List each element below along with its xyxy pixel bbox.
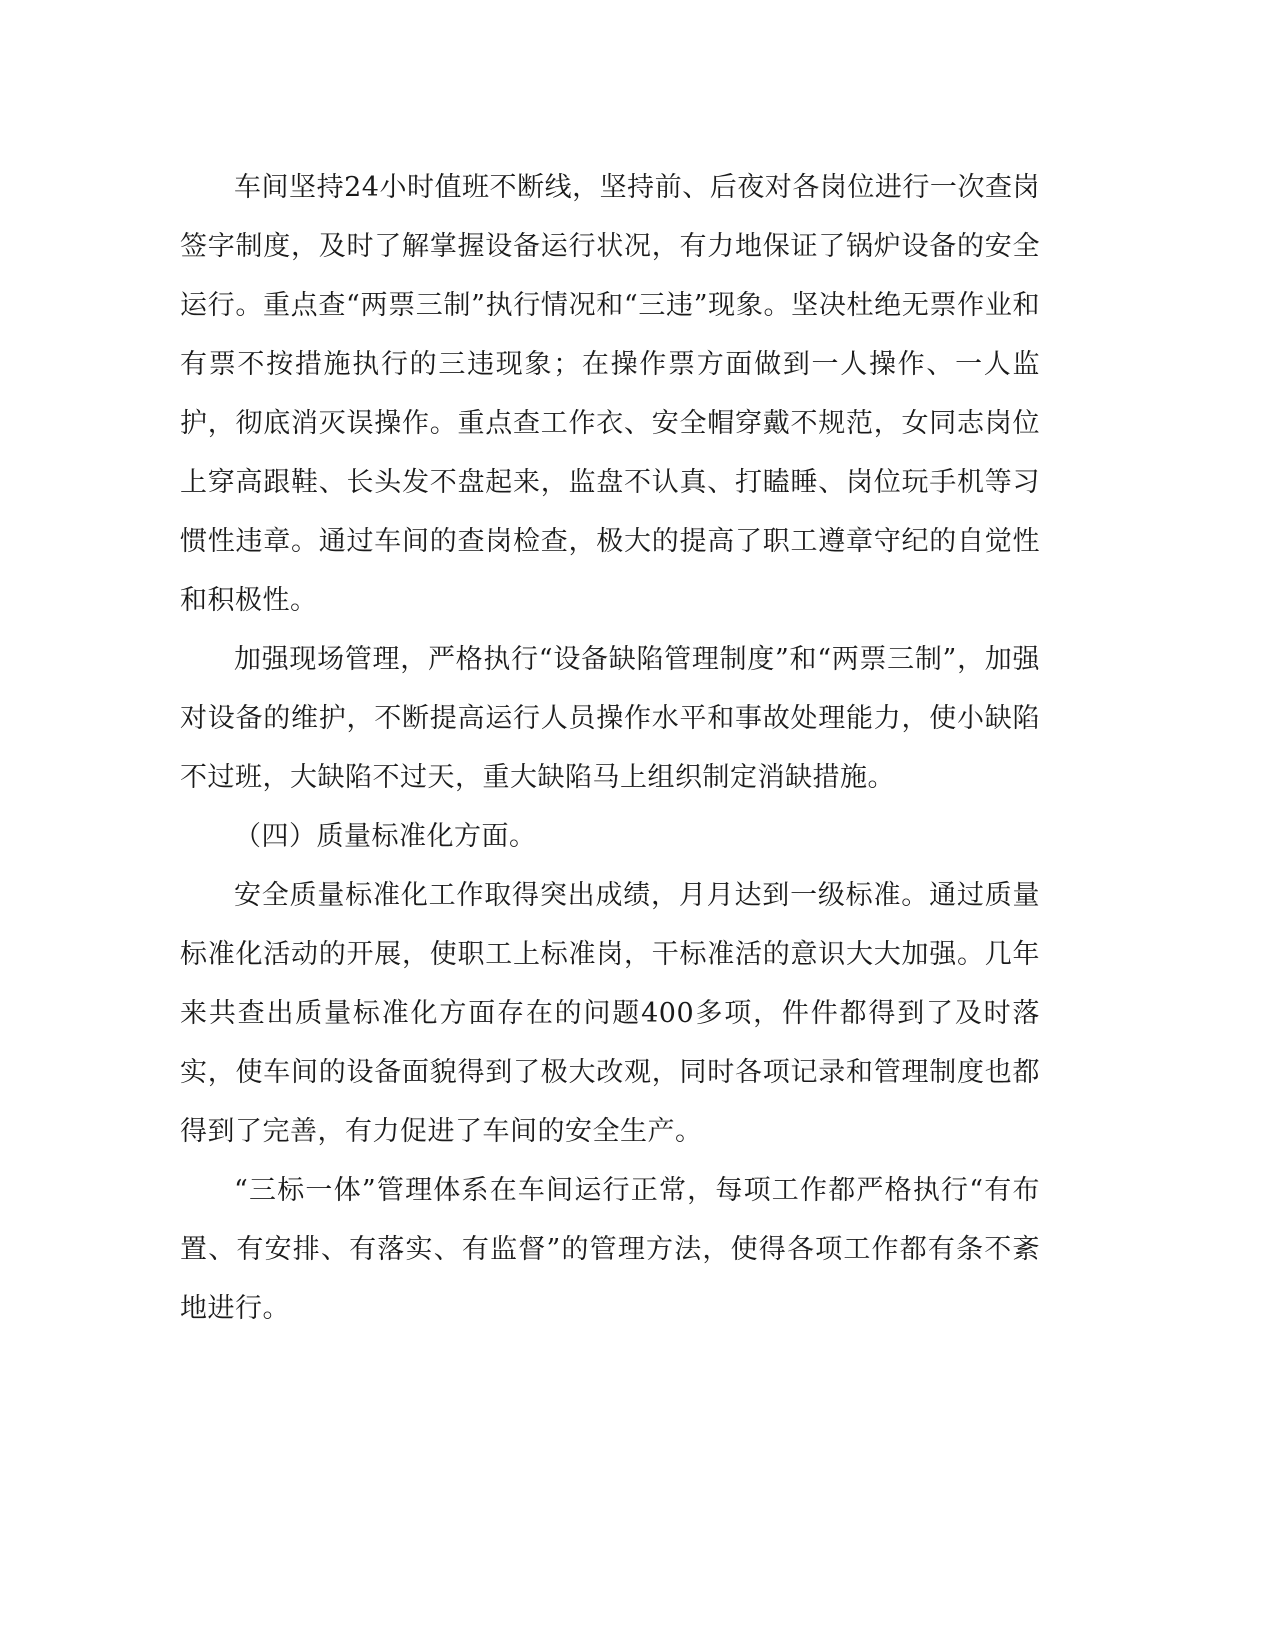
document-body bbox=[180, 158, 1040, 1338]
paragraph-management-system: “三标一体”管理体系在车间运行正常，每项工作都严格执行“有布置、有安排、有落实、有监督”的管理方法，使得各项工作都有条不紊地进行。 bbox=[180, 1175, 1040, 1324]
paragraph-quality-standardization: 安全质量标准化工作取得突出成绩，月月达到一级标准。通过质量标准化活动的开展，使职工上标准岗，干标准活的意识大大加强。几年来共查出质量标准化方面存在的问题400多项，件件都得到了及时落实，使车间的设备面貌得到了极大改观，同时各项记录和管理制度也都得到了完善，有力促进了车间的安全生产。 bbox=[180, 880, 1040, 1147]
section-heading-quality: （四）质量标准化方面。 bbox=[234, 821, 537, 852]
paragraph-shift-inspection: 车间坚持24小时值班不断线，坚持前、后夜对各岗位进行一次查岗签字制度，及时了解掌握设备运行状况，有力地保证了锅炉设备的安全运行。重点查“两票三制”执行情况和“三违”现象。坚决杜绝无票作业和有票不按措施执行的三违现象；在操作票方面做到一人操作、一人监护，彻底消灭误操作。重点查工作衣、安全帽穿戴不规范，女同志岗位上穿高跟鞋、长头发不盘起来，监盘不认真、打瞌睡、岗位玩手机等习惯性违章。通过车间的查岗检查，极大的提高了职工遵章守纪的自觉性和积极性。 bbox=[180, 172, 1040, 616]
paragraph-site-management: 加强现场管理，严格执行“设备缺陷管理制度”和“两票三制”，加强对设备的维护，不断提高运行人员操作水平和事故处理能力，使小缺陷不过班，大缺陷不过天，重大缺陷马上组织制定消缺措施。 bbox=[180, 644, 1040, 793]
